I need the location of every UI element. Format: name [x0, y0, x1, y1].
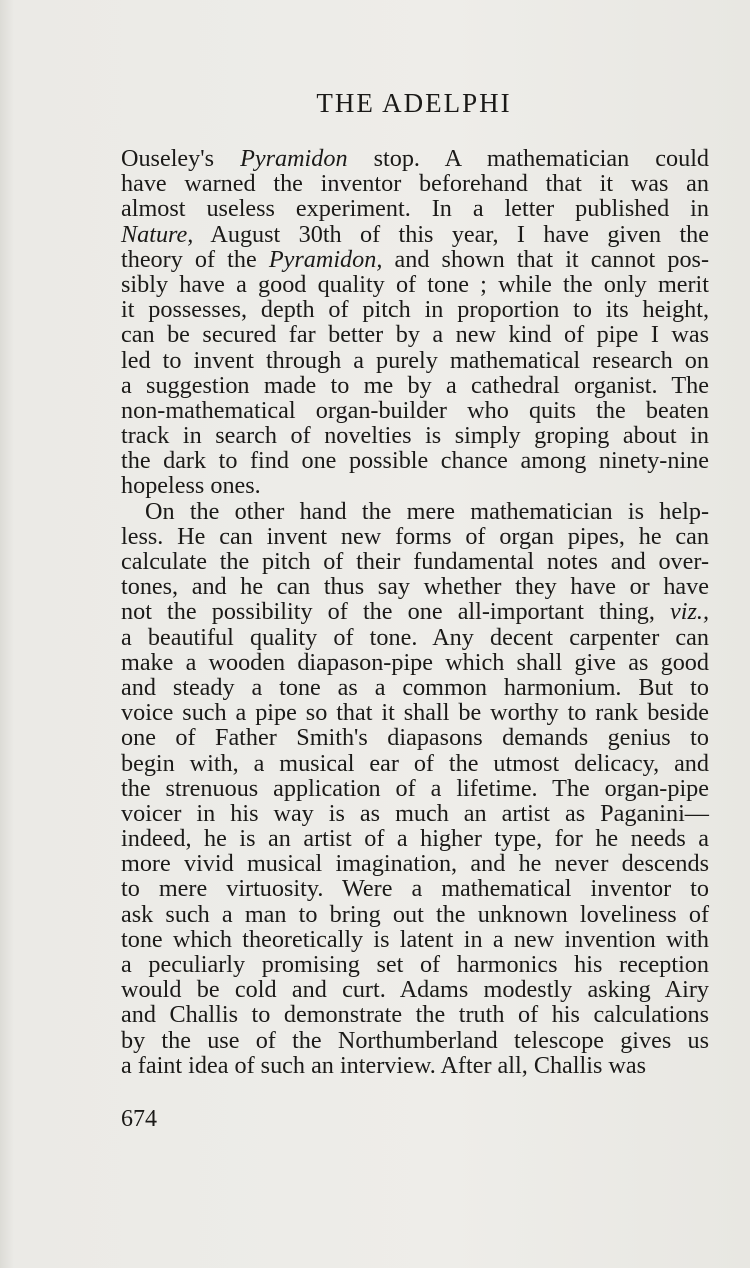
text-line: tone which theoretically is latent in a new invention with: [121, 925, 709, 953]
text-line: one of Father Smith's diapasons demands genius to: [121, 724, 709, 752]
text-line: not the possibility of the one all-important thing, viz.,: [121, 598, 709, 626]
text-line: more vivid musical imagination, and he never descends: [121, 850, 709, 878]
paragraph: [121, 499, 709, 1078]
italic-text: Pyramidon,: [268, 245, 383, 273]
body-text: [121, 146, 709, 1078]
text-line: Nature, August 30th of this year, I have given the: [121, 220, 709, 248]
text-line: Ouseley's Pyramidon stop. A mathematician could: [121, 145, 710, 172]
text-line: sibly have a good quality of tone ; while the only merit: [121, 270, 709, 298]
text-line: a suggestion made to me by a cathedral organist. The: [121, 371, 709, 399]
text-line: indeed, he is an artist of a higher type, for he needs a: [121, 825, 709, 853]
text-line: a beautiful quality of tone. Any decent carpenter can: [121, 623, 709, 651]
text-line: ask such a man to bring out the unknown loveliness of: [121, 900, 709, 928]
text-line: it possesses, depth of pitch in proportion to its height,: [121, 296, 709, 324]
text-line: the dark to find one possible chance among ninety-nine: [121, 447, 709, 475]
text-line: voicer in his way is as much an artist as Paganini—: [121, 799, 709, 827]
text-line: would be cold and curt. Adams modestly asking Airy: [121, 976, 709, 1004]
text-line: begin with, a musical ear of the utmost delicacy, and: [121, 749, 709, 777]
text-line: a faint idea of such an interview. After all, Challis was: [121, 1051, 647, 1079]
text-line: track in search of novelties is simply groping about in: [121, 422, 709, 450]
italic-text: Pyramidon: [240, 145, 348, 172]
text-line: On the other hand the mere mathematician is help-: [145, 497, 709, 525]
paragraph: [121, 146, 709, 499]
text-line: less. He can invent new forms of organ pipes, he can: [121, 522, 709, 550]
text-line: voice such a pipe so that it shall be worthy to rank beside: [121, 699, 709, 727]
page-number: 674: [121, 1106, 157, 1132]
text-line: tones, and he can thus say whether they have or have: [121, 573, 709, 601]
text-line: by the use of the Northumberland telescope gives us: [121, 1026, 709, 1054]
text-line: almost useless experiment. In a letter published in: [121, 195, 709, 223]
running-header: THE ADELPHI: [316, 88, 512, 118]
text-line: can be secured far better by a new kind of pipe I was: [121, 321, 709, 349]
text-line: led to invent through a purely mathematical research on: [121, 346, 709, 374]
text-line: and Challis to demonstrate the truth of his calculations: [121, 1001, 709, 1029]
text-line: to mere virtuosity. Were a mathematical inventor to: [121, 875, 709, 903]
text-line: hopeless ones.: [121, 472, 261, 500]
text-line: a peculiarly promising set of harmonics his reception: [121, 951, 709, 978]
text-line: and steady a tone as a common harmonium. But to: [121, 673, 709, 701]
text-line: theory of the Pyramidon, and shown that it cannot pos-: [121, 245, 709, 273]
italic-text: Nature,: [121, 220, 194, 248]
text-line: make a wooden diapason-pipe which shall give as good: [121, 648, 709, 676]
italic-text: viz.,: [670, 598, 709, 626]
text-line: the strenuous application of a lifetime. The organ-pipe: [121, 774, 709, 802]
text-line: have warned the inventor beforehand that it was an: [121, 170, 709, 198]
text-line: non-mathematical organ-builder who quits the beaten: [121, 396, 709, 424]
text-line: calculate the pitch of their fundamental notes and over-: [121, 548, 709, 575]
